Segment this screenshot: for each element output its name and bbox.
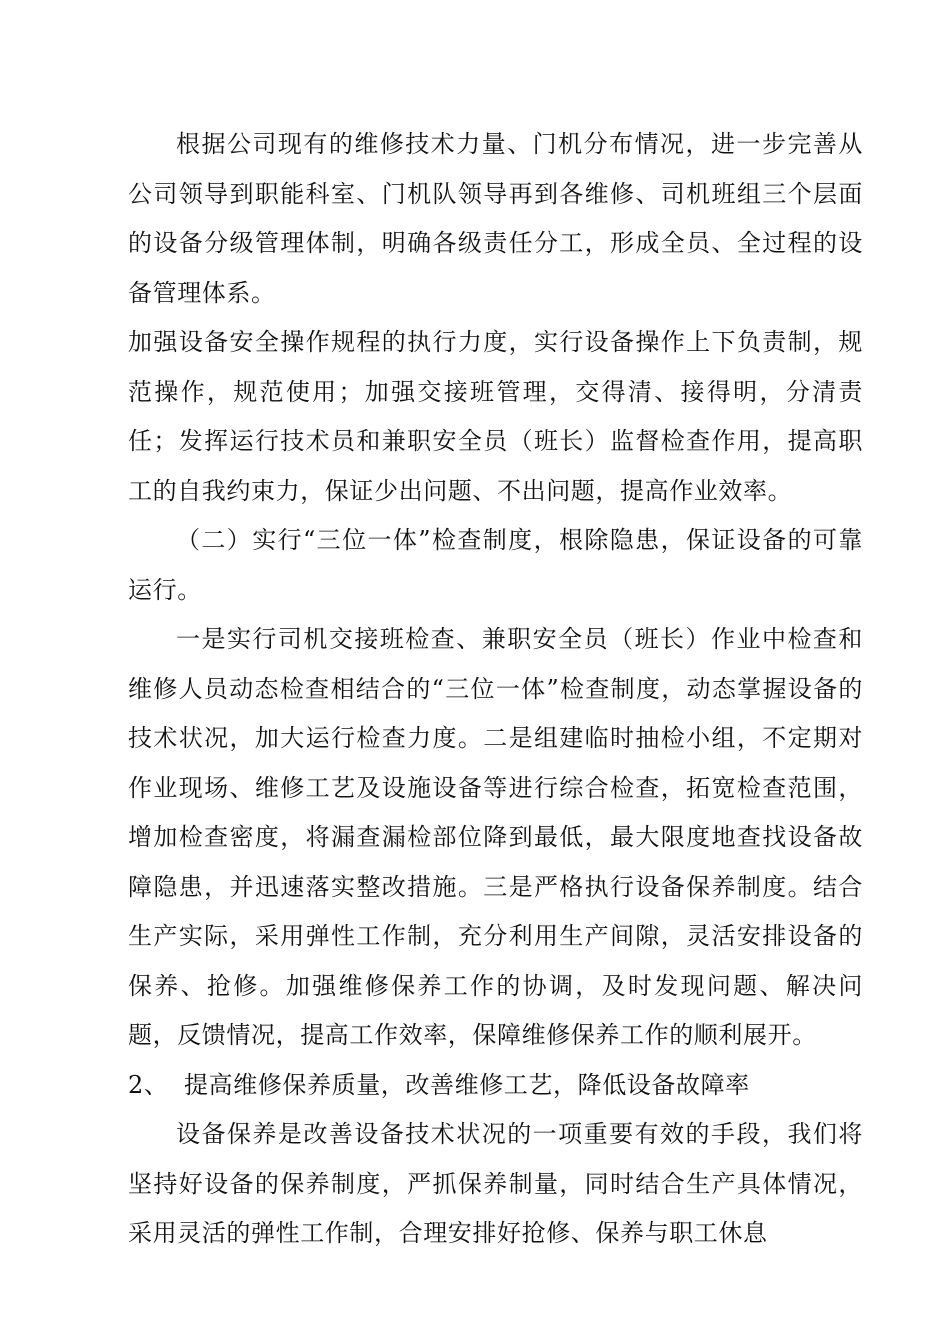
paragraph-management-system: 根据公司现有的维修技术力量、门机分布情况，进一步完善从公司领导到职能科室、门机队领导再到各维修、司机班组三个层面的设备分级管理体制，明确各级责任分工，形成全员、全过程的设备管理体系。	[128, 130, 863, 307]
subheading-three-in-one: （二）实行“三位一体”检查制度，根除隐患，保证设备的可靠运行。	[128, 526, 863, 604]
paragraph-maintenance: 设备保养是改善设备技术状况的一项重要有效的手段，我们将坚持好设备的保养制度，严抓保养制量，同时结合生产具体情况，采用灵活的弹性工作制，合理安排好抢修、保养与职工休息	[128, 1120, 863, 1247]
paragraph-operation-rules: 加强设备安全操作规程的执行力度，实行设备操作上下负责制，规范操作，规范使用；加强交接班管理，交得清、接得明，分清责任；发挥运行技术员和兼职安全员（班长）监督检查作用，提高职工的自我约束力，保证少出问题、不出问题，提高作业效率。	[128, 328, 863, 505]
section-title: 提高维修保养质量，改善维修工艺，降低设备故障率	[184, 1070, 750, 1099]
section-number: 2、	[128, 1070, 169, 1099]
section-heading-2	[128, 1061, 863, 1111]
paragraph-inspection-details: 一是实行司机交接班检查、兼职安全员（班长）作业中检查和维修人员动态检查相结合的“三位一体”检查制度，动态掌握设备的技术状况，加大运行检查力度。二是组建临时抽检小组，不定期对作业现场、维修工艺及设施设备等进行综合检查，拓宽检查范围，增加检查密度，将漏查漏检部位降到最低，最大限度地查找设备故障隐患，并迅速落实整改措施。三是严格执行设备保养制度。结合生产实际，采用弹性工作制，充分利用生产间隙，灵活安排设备的保养、抢修。加强维修保养工作的协调，及时发现问题、解决问题，反馈情况，提高工作效率，保障维修保养工作的顺利展开。	[128, 625, 863, 1049]
document-page	[128, 120, 863, 1259]
